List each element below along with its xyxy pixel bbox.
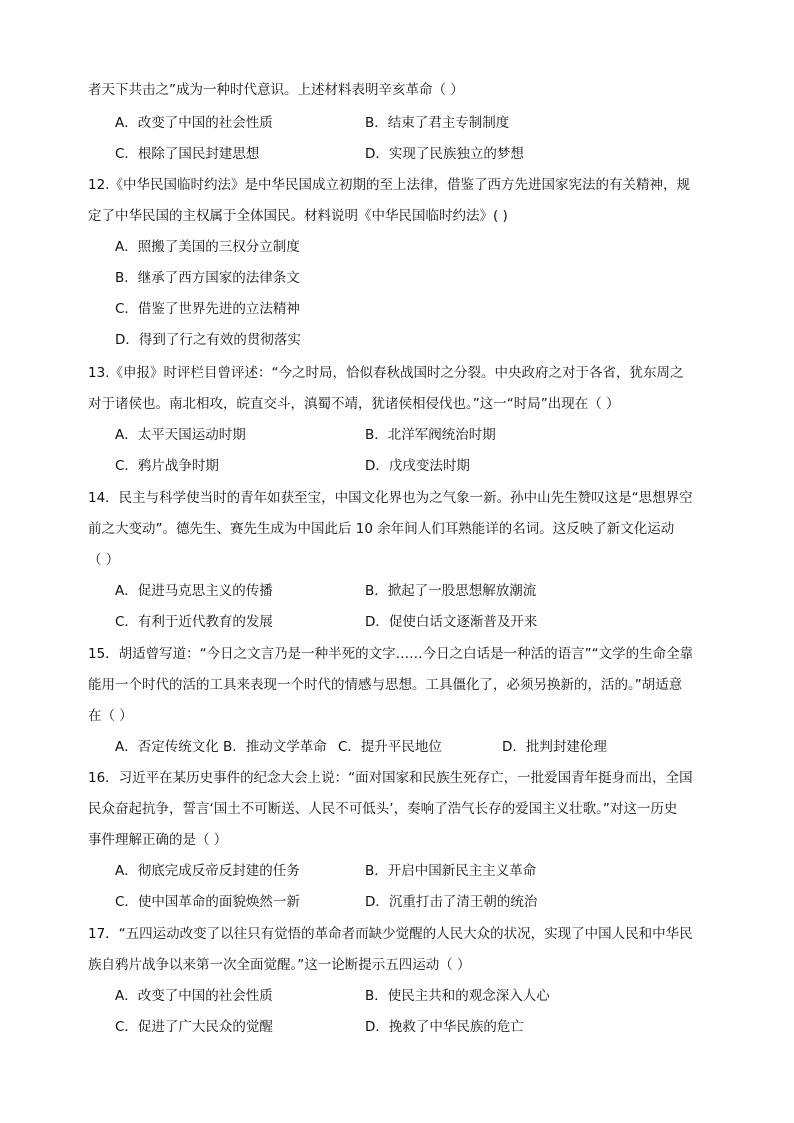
q17-stem-line-2: 族自鸦片战争以来第一次全面觉醒。”这一论断提示五四运动（ ） bbox=[88, 957, 471, 973]
q13-option-c: C．鸦片战争时期 bbox=[115, 458, 219, 474]
q16-stem-line-2: 民众奋起抗争，誓言‘国土不可断送、人民不可低头’，奏响了浩气长存的爱国主义壮歌。”对这一历史 bbox=[88, 801, 678, 817]
q14-option-a: A．促进马克思主义的传播 bbox=[115, 583, 273, 599]
q14-stem-line-2: 前之大变动”。德先生、赛先生成为中国此后 10 余年间人们耳熟能详的名词。这反映了新文化运动 bbox=[88, 521, 675, 537]
q11-stem-tail: 者天下共击之”成为一种时代意识。上述材料表明辛亥革命（ ） bbox=[88, 82, 464, 98]
q16-option-d: D．沉重打击了清王朝的统治 bbox=[365, 894, 538, 910]
q12-option-a: A．照搬了美国的三权分立制度 bbox=[115, 239, 300, 255]
q16-option-c: C．使中国革命的面貌焕然一新 bbox=[115, 894, 300, 910]
q12-option-b: B．继承了西方国家的法律条文 bbox=[115, 270, 300, 286]
q15-option-d: D．批判封建伦理 bbox=[502, 739, 607, 755]
q15-option-a-b: A．否定传统文化 B．推动文学革命 bbox=[115, 739, 327, 755]
q12-option-c: C．借鉴了世界先进的立法精神 bbox=[115, 301, 300, 317]
q12-stem-line-1: 12.《中华民国临时约法》是中华民国成立初期的至上法律，借鉴了西方先进国家宪法的有关精神，规 bbox=[88, 177, 690, 193]
q14-option-b: B．掀起了一股思想解放潮流 bbox=[365, 583, 537, 599]
q11-option-b: B．结束了君主专制制度 bbox=[365, 115, 510, 131]
q13-stem-line-2: 对于诸侯也。南北相攻，皖直交斗，滇蜀不靖，犹诸侯相侵伐也。”这一“时局”出现在（ ） bbox=[88, 396, 620, 412]
q17-option-b: B．使民主共和的观念深入人心 bbox=[365, 988, 550, 1004]
q17-option-c: C．促进了广大民众的觉醒 bbox=[115, 1019, 273, 1035]
q11-option-d: D．实现了民族独立的梦想 bbox=[365, 146, 524, 162]
q11-option-a: A．改变了中国的社会性质 bbox=[115, 115, 273, 131]
q13-option-d: D．戊戌变法时期 bbox=[365, 458, 470, 474]
q15-option-c: C．提升平民地位 bbox=[338, 739, 442, 755]
q15-stem-line-3: 在（ ） bbox=[88, 708, 133, 724]
q15-stem-line-2: 能用一个时代的活的工具来表现一个时代的情感与思想。工具僵化了，必须另换新的，活的。”胡适意 bbox=[88, 677, 683, 693]
q13-stem-line-1: 13.《申报》时评栏目曾评述：“今之时局，恰似春秋战国时之分裂。中央政府之对于各省，犹东周之 bbox=[88, 365, 684, 381]
q14-option-d: D．促使白话文逐渐普及开来 bbox=[365, 614, 538, 630]
q16-stem-line-3: 事件理解正确的是（ ） bbox=[88, 832, 228, 848]
q14-stem-line-3: （ ） bbox=[88, 552, 120, 568]
q16-option-b: B．开启中国新民主主义革命 bbox=[365, 863, 537, 879]
q17-option-a: A．改变了中国的社会性质 bbox=[115, 988, 273, 1004]
q16-option-a: A．彻底完成反帝反封建的任务 bbox=[115, 863, 300, 879]
q16-stem-line-1: 16．习近平在某历史事件的纪念大会上说：“面对国家和民族生死存亡，一批爱国青年挺身而出，全国 bbox=[88, 770, 693, 786]
q13-option-b: B．北洋军阀统治时期 bbox=[365, 427, 496, 443]
q14-option-c: C．有利于近代教育的发展 bbox=[115, 614, 273, 630]
q12-option-d: D．得到了行之有效的贯彻落实 bbox=[115, 332, 301, 348]
q13-option-a: A．太平天国运动时期 bbox=[115, 427, 246, 443]
q12-stem-line-2: 定了中华民国的主权属于全体国民。材料说明《中华民国临时约法》( ) bbox=[88, 208, 508, 224]
q15-stem-line-1: 15．胡适曾写道：“今日之文言乃是一种半死的文字……今日之白话是一种活的语言”“文学的生命全靠 bbox=[88, 646, 694, 662]
q17-option-d: D．挽救了中华民族的危亡 bbox=[365, 1019, 524, 1035]
q14-stem-line-1: 14．民主与科学使当时的青年如获至宝，中国文化界也为之气象一新。孙中山先生赞叹这是“思想界空 bbox=[88, 490, 693, 506]
q17-stem-line-1: 17．“五四运动改变了以往只有觉悟的革命者而缺少觉醒的人民大众的状况，实现了中国人民和中华民 bbox=[88, 926, 693, 942]
q11-option-c: C．根除了国民封建思想 bbox=[115, 146, 260, 162]
